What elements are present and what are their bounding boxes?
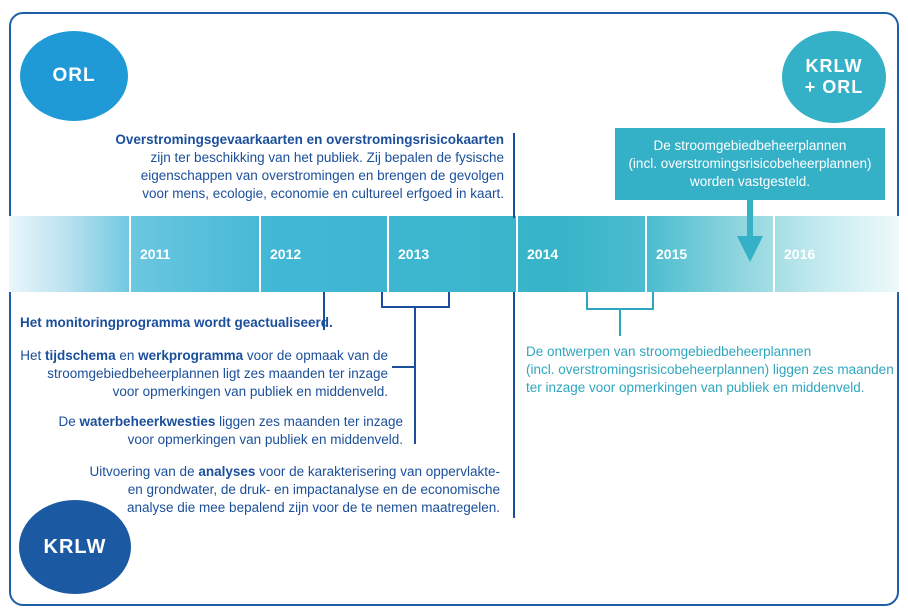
schedule-line bbox=[20, 347, 388, 365]
bracket-2015-connector bbox=[619, 308, 621, 336]
water-issues-highlight: waterbeheerkwesties bbox=[79, 414, 216, 429]
schedule-connector bbox=[392, 366, 415, 368]
analyses-text-part: voor de karakterisering van oppervlakte- bbox=[255, 464, 500, 479]
analyses-text-part: Uitvoering van de bbox=[89, 464, 199, 479]
plans-adopted-arrow bbox=[747, 200, 753, 240]
plans-adopted-line: worden vastgesteld. bbox=[689, 174, 811, 189]
schedule-text-part: Het bbox=[20, 348, 46, 363]
year-label-2013: 2013 bbox=[398, 246, 430, 262]
orl-circle bbox=[20, 31, 128, 121]
schedule-highlight: tijdschema bbox=[45, 348, 116, 363]
water-issues-line bbox=[20, 413, 403, 431]
drafts-text bbox=[526, 343, 896, 397]
analyses-text bbox=[60, 463, 500, 517]
year-divider bbox=[645, 216, 647, 292]
krlw-orl-circle bbox=[782, 31, 886, 123]
year-label-2016: 2016 bbox=[784, 246, 816, 262]
year-label-2015: 2015 bbox=[656, 246, 688, 262]
drafts-line: ter inzage voor opmerkingen van publiek en middenveld. bbox=[526, 380, 865, 395]
schedule-line: voor opmerkingen van publiek en middenveld. bbox=[112, 384, 388, 399]
schedule-line: stroomgebiedbeheerplannen ligt zes maanden ter inzage bbox=[47, 366, 388, 381]
year-label-2011: 2011 bbox=[140, 246, 171, 262]
flood-maps-line: zijn ter beschikking van het publiek. Zij bepalen de fysische bbox=[150, 150, 504, 165]
krlw-orl-label-line1: KRLW bbox=[805, 56, 863, 77]
schedule-highlight: werkprogramma bbox=[138, 348, 244, 363]
schedule-text-part: en bbox=[115, 348, 139, 363]
year-label-2012: 2012 bbox=[270, 246, 302, 262]
flood-maps-connector bbox=[513, 133, 515, 218]
schedule-text-part: voor de opmaak van de bbox=[243, 348, 388, 363]
plans-adopted-box bbox=[615, 128, 885, 200]
drafts-line: (incl. overstromingsrisicobeheerplannen) liggen zes maanden bbox=[526, 362, 894, 377]
flood-maps-line: eigenschappen van overstromingen en brengen de gevolgen bbox=[140, 168, 504, 183]
flood-maps-title: Overstromingsgevaarkaarten en overstromingsrisicokaarten bbox=[115, 132, 504, 147]
flood-maps-text bbox=[110, 131, 504, 203]
year-divider bbox=[387, 216, 389, 292]
analyses-connector bbox=[513, 292, 515, 518]
krlw-label: KRLW bbox=[43, 535, 107, 558]
plans-adopted-line: (incl. overstromingsrisicobeheerplannen) bbox=[628, 156, 872, 171]
krlw-orl-label-line2: + ORL bbox=[804, 77, 864, 97]
analyses-line bbox=[60, 463, 500, 481]
water-issues-text bbox=[20, 413, 403, 449]
flood-maps-line: voor mens, ecologie, economie en cultureel erfgoed in kaart. bbox=[142, 186, 504, 201]
bracket-2013-connector bbox=[414, 306, 416, 444]
monitoring-text: Het monitoringprogramma wordt geactualiseerd. bbox=[20, 315, 333, 330]
water-issues-line: voor opmerkingen van publiek en middenveld. bbox=[127, 432, 403, 447]
year-divider bbox=[773, 216, 775, 292]
analyses-line: en grondwater, de druk- en impactanalyse en de economische bbox=[127, 482, 500, 497]
year-divider bbox=[259, 216, 261, 292]
water-issues-text-part: De bbox=[58, 414, 80, 429]
schedule-text bbox=[20, 347, 388, 401]
year-divider bbox=[516, 216, 518, 292]
water-issues-text-part: liggen zes maanden ter inzage bbox=[215, 414, 403, 429]
drafts-line: De ontwerpen van stroomgebiedbeheerplannen bbox=[526, 344, 812, 359]
analyses-highlight: analyses bbox=[198, 464, 256, 479]
analyses-line: analyse die mee bepalend zijn voor de te nemen maatregelen. bbox=[127, 500, 500, 515]
year-divider bbox=[129, 216, 131, 292]
year-label-2014: 2014 bbox=[527, 246, 559, 262]
arrow-down-icon bbox=[737, 236, 763, 262]
orl-label: ORL bbox=[52, 65, 96, 87]
plans-adopted-line: De stroomgebiedbeheerplannen bbox=[653, 138, 847, 153]
